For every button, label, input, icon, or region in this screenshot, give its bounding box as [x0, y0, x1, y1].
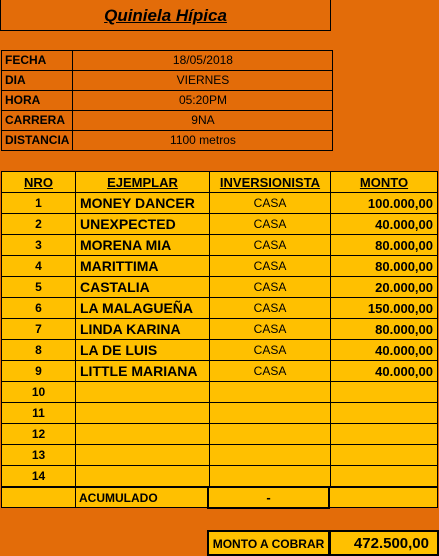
table-row — [2, 445, 438, 466]
monto-cell[interactable] — [331, 403, 438, 424]
info-value[interactable]: VIERNES — [73, 71, 333, 91]
nro-cell[interactable]: 14 — [2, 466, 76, 487]
table-row — [2, 214, 438, 235]
info-row — [2, 51, 333, 71]
table-row — [2, 319, 438, 340]
inversionista-cell[interactable]: CASA — [210, 319, 331, 340]
table-row — [2, 403, 438, 424]
ejemplar-cell[interactable]: MARITTIMA — [76, 256, 210, 277]
info-label: FECHA — [2, 51, 73, 71]
header-monto: MONTO — [331, 172, 438, 193]
ejemplar-cell[interactable]: CASTALIA — [76, 277, 210, 298]
ejemplar-cell[interactable] — [76, 424, 210, 445]
monto-cell[interactable]: 100.000,00 — [331, 193, 438, 214]
ejemplar-cell[interactable]: UNEXPECTED — [76, 214, 210, 235]
table-row — [2, 466, 438, 487]
acumulado-blank-cell-right — [329, 487, 438, 508]
nro-cell[interactable]: 2 — [2, 214, 76, 235]
ejemplar-cell[interactable]: MONEY DANCER — [76, 193, 210, 214]
inversionista-cell[interactable] — [210, 466, 331, 487]
info-value[interactable]: 1100 metros — [73, 131, 333, 151]
inversionista-cell[interactable]: CASA — [210, 193, 331, 214]
table-row — [2, 193, 438, 214]
table-row — [2, 361, 438, 382]
inversionista-cell[interactable] — [210, 382, 331, 403]
monto-cell[interactable]: 40.000,00 — [331, 361, 438, 382]
header-inversionista: INVERSIONISTA — [210, 172, 331, 193]
ejemplar-cell[interactable]: LINDA KARINA — [76, 319, 210, 340]
monto-cell[interactable]: 80.000,00 — [331, 319, 438, 340]
ejemplar-cell[interactable] — [76, 403, 210, 424]
header-ejemplar: EJEMPLAR — [76, 172, 210, 193]
table-row — [2, 382, 438, 403]
monto-cell[interactable] — [331, 445, 438, 466]
nro-cell[interactable]: 5 — [2, 277, 76, 298]
nro-cell[interactable]: 1 — [2, 193, 76, 214]
info-row — [2, 71, 333, 91]
ejemplar-cell[interactable] — [76, 382, 210, 403]
monto-cell[interactable] — [331, 466, 438, 487]
table-row — [2, 256, 438, 277]
info-row — [2, 111, 333, 131]
info-row — [2, 131, 333, 151]
nro-cell[interactable]: 8 — [2, 340, 76, 361]
ejemplar-cell[interactable]: LA DE LUIS — [76, 340, 210, 361]
nro-cell[interactable]: 9 — [2, 361, 76, 382]
table-header-row — [2, 172, 438, 193]
table-row — [2, 298, 438, 319]
monto-cell[interactable] — [331, 424, 438, 445]
inversionista-cell[interactable] — [210, 445, 331, 466]
monto-cell[interactable]: 40.000,00 — [331, 214, 438, 235]
nro-cell[interactable]: 13 — [2, 445, 76, 466]
ejemplar-cell[interactable] — [76, 445, 210, 466]
inversionista-cell[interactable]: CASA — [210, 340, 331, 361]
table-row — [2, 235, 438, 256]
nro-cell[interactable]: 3 — [2, 235, 76, 256]
monto-cell[interactable]: 80.000,00 — [331, 235, 438, 256]
inversionista-cell[interactable]: CASA — [210, 277, 331, 298]
acumulado-blank-cell — [1, 487, 76, 508]
ejemplar-cell[interactable] — [76, 466, 210, 487]
acumulado-value[interactable]: - — [207, 486, 330, 509]
header-nro: NRO — [2, 172, 76, 193]
info-row — [2, 91, 333, 111]
table-row — [2, 424, 438, 445]
inversionista-cell[interactable]: CASA — [210, 256, 331, 277]
table-row — [2, 277, 438, 298]
inversionista-cell[interactable]: CASA — [210, 214, 331, 235]
ejemplar-cell[interactable]: LITTLE MARIANA — [76, 361, 210, 382]
info-label: CARRERA — [2, 111, 73, 131]
info-value[interactable]: 9NA — [73, 111, 333, 131]
inversionista-cell[interactable]: CASA — [210, 235, 331, 256]
inversionista-cell[interactable] — [210, 424, 331, 445]
monto-cell[interactable]: 150.000,00 — [331, 298, 438, 319]
page-title: Quiniela Hípica — [0, 0, 331, 31]
nro-cell[interactable]: 12 — [2, 424, 76, 445]
inversionista-cell[interactable]: CASA — [210, 298, 331, 319]
race-info-table — [1, 50, 333, 151]
ejemplar-cell[interactable]: MORENA MIA — [76, 235, 210, 256]
info-value[interactable]: 18/05/2018 — [73, 51, 333, 71]
table-row — [2, 340, 438, 361]
info-value[interactable]: 05:20PM — [73, 91, 333, 111]
monto-a-cobrar-label: MONTO A COBRAR — [207, 530, 330, 556]
nro-cell[interactable]: 11 — [2, 403, 76, 424]
ejemplar-cell[interactable]: LA MALAGUEÑA — [76, 298, 210, 319]
acumulado-label: ACUMULADO — [75, 487, 208, 508]
monto-cell[interactable]: 80.000,00 — [331, 256, 438, 277]
info-label: DISTANCIA — [2, 131, 73, 151]
nro-cell[interactable]: 4 — [2, 256, 76, 277]
info-label: HORA — [2, 91, 73, 111]
monto-cell[interactable] — [331, 382, 438, 403]
nro-cell[interactable]: 6 — [2, 298, 76, 319]
nro-cell[interactable]: 10 — [2, 382, 76, 403]
info-label: DIA — [2, 71, 73, 91]
bets-table — [1, 171, 438, 487]
monto-cell[interactable]: 40.000,00 — [331, 340, 438, 361]
inversionista-cell[interactable] — [210, 403, 331, 424]
monto-cell[interactable]: 20.000,00 — [331, 277, 438, 298]
nro-cell[interactable]: 7 — [2, 319, 76, 340]
inversionista-cell[interactable]: CASA — [210, 361, 331, 382]
monto-a-cobrar-value[interactable]: 472.500,00 — [329, 530, 439, 556]
